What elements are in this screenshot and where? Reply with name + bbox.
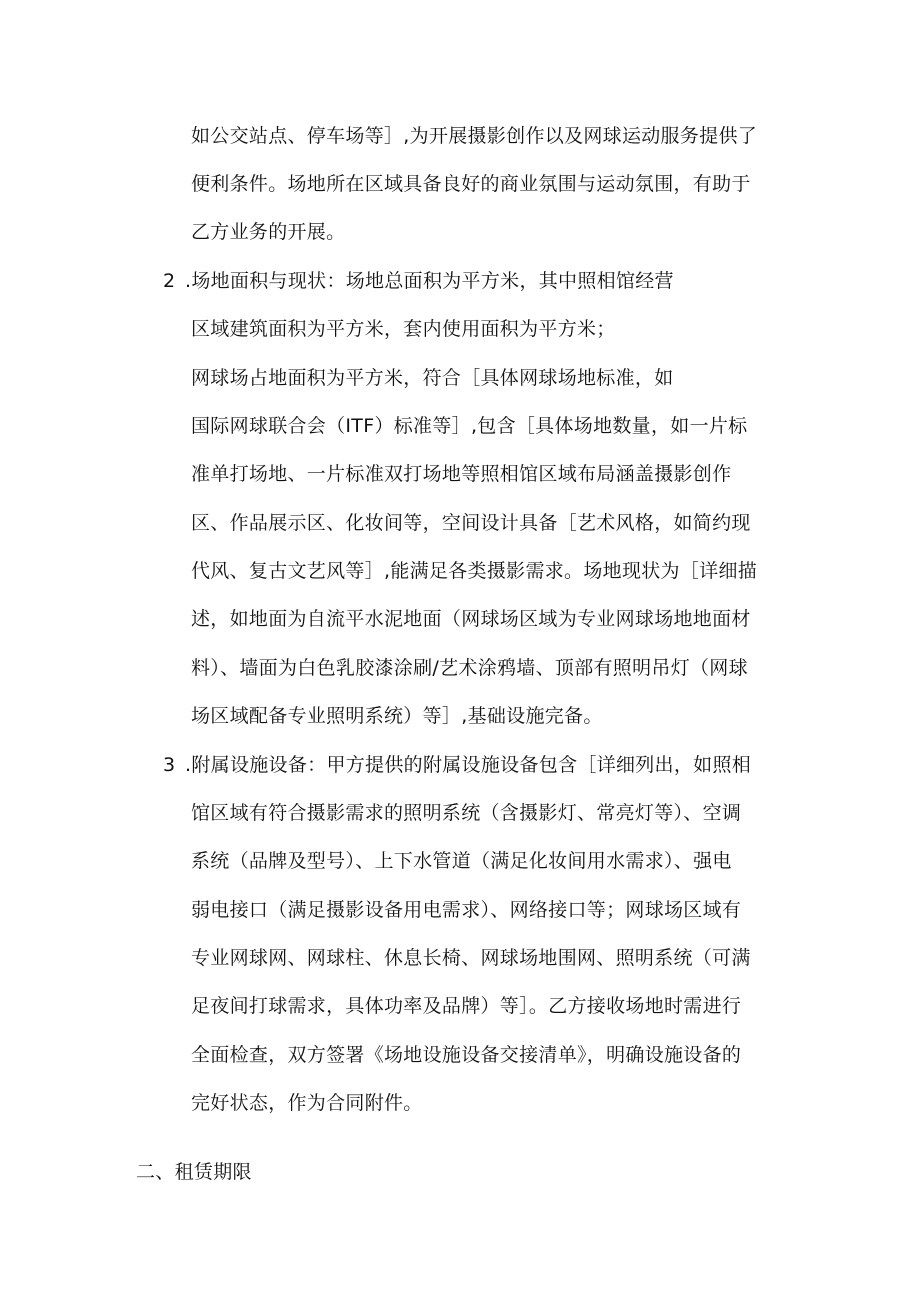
- list-item-3-first-line: [163, 753, 751, 777]
- list-item-line: 准单打场地、一片标准双打场地等照相馆区域布局涵盖摄影创作: [191, 463, 732, 485]
- list-item-line: 系统（品牌及型号）、上下水管道（满足化妆间用水需求）、强电: [191, 850, 732, 872]
- list-item-line: 场区域配备专业照明系统）等］,基础设施完备。: [191, 705, 603, 727]
- list-item-line: 代风、复古文艺风等］,能满足各类摄影需求。场地现状为［详细描: [191, 560, 758, 582]
- paragraph-line: 如公交站点、停车场等］,为开展摄影创作以及网球运动服务提供了: [191, 125, 758, 147]
- list-item-line: 区域建筑面积为平方米，套内使用面积为平方米；: [191, 318, 616, 340]
- list-number: 2: [163, 270, 176, 292]
- list-item-line: 弱电接口（满足摄影设备用电需求）、网络接口等；网球场区域有: [191, 899, 742, 921]
- list-item-line: 料）、墙面为白色乳胶漆涂刷/艺术涂鸦墙、顶部有照明吊灯（网球: [191, 657, 748, 679]
- section-heading: 二、租赁期限: [136, 1161, 252, 1183]
- paragraph-line: 便利条件。场地所在区域具备良好的商业氛围与运动氛围，有助于: [191, 173, 751, 195]
- list-item-text: .场地面积与现状：场地总面积为平方米，其中照相馆经营: [185, 270, 674, 292]
- list-number: 3: [163, 754, 176, 776]
- list-item-2-first-line: [163, 269, 674, 293]
- list-item-line: 述，如地面为自流平水泥地面（网球场区域为专业网球场地地面材: [191, 608, 751, 630]
- list-item-line: 足夜间打球需求，具体功率及品牌）等］。乙方接收场地时需进行: [191, 995, 742, 1017]
- list-item-line: 网球场占地面积为平方米，符合［具体网球场地标准，如: [191, 367, 674, 389]
- list-item-line: 专业网球网、网球柱、休息长椅、网球场地围网、照明系统（可满: [191, 947, 751, 969]
- list-item-line: 国际网球联合会（ITF）标准等］,包含［具体场地数量，如一片标: [191, 415, 748, 437]
- paragraph-line: 乙方业务的开展。: [191, 221, 346, 243]
- list-item-line: 区、作品展示区、化妆间等，空间设计具备［艺术风格，如简约现: [191, 512, 751, 534]
- list-item-text: .附属设施设备：甲方提供的附属设施设备包含［详细列出，如照相: [185, 754, 752, 776]
- list-item-line: 全面检查，双方签署《场地设施设备交接清单》，明确设施设备的: [191, 1044, 742, 1066]
- list-item-line: 馆区域有符合摄影需求的照明系统（含摄影灯、常亮灯等）、空调: [191, 802, 742, 824]
- list-item-line: 完好状态，作为合同附件。: [191, 1092, 423, 1114]
